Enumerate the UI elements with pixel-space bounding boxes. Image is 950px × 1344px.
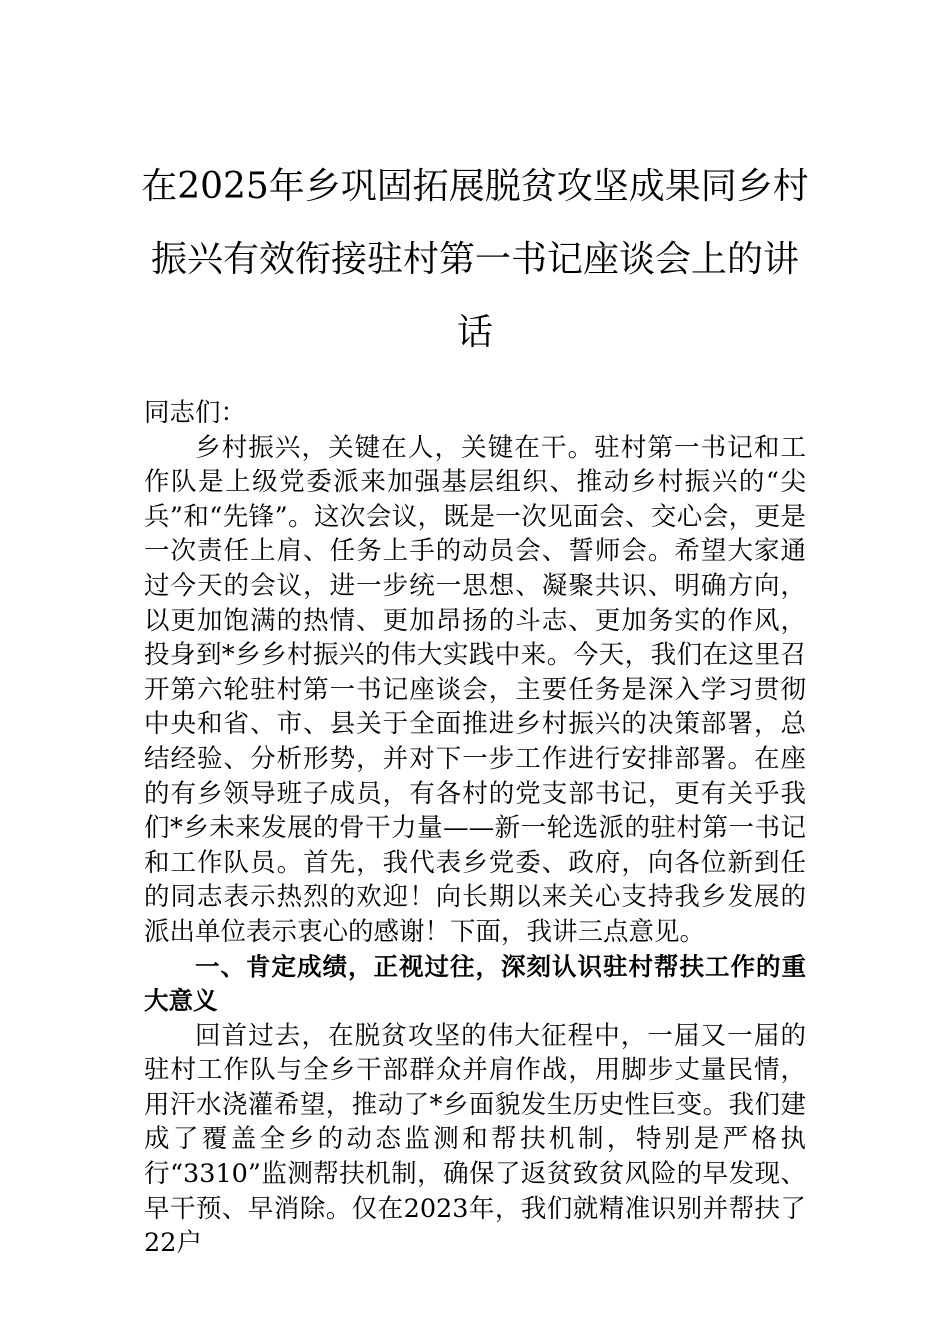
section-heading: 一、肯定成绩，正视过往，深刻认识驻村帮扶工作的重大意义 <box>144 951 806 1016</box>
section-paragraph: 回首过去，在脱贫攻坚的伟大征程中，一届又一届的驻村工作队与全乡干部群众并肩作战，用脚步丈量民情，用汗水浇灌希望，推动了*乡面貌发生历史性巨变。我们建成了覆盖全乡的动态监测和帮扶机制，特别是严格执行“3310”监测帮扶机制，确保了返贫致贫风险的早发现、早干预、早消除。仅在2023年，我们就精准识别并帮扶了22户 <box>144 1020 806 1259</box>
document-body <box>144 396 806 1261</box>
document-title: 在2025年乡巩固拓展脱贫攻坚成果同乡村振兴有效衔接驻村第一书记座谈会上的讲话 <box>141 166 809 353</box>
intro-paragraph: 乡村振兴，关键在人，关键在干。驻村第一书记和工作队是上级党委派来加强基层组织、推动乡村振兴的“尖兵”和“先锋”。这次会议，既是一次见面会、交心会，更是一次责任上肩、任务上手的动员会、誓师会。希望大家通过今天的会议，进一步统一思想、凝聚共识、明确方向，以更加饱满的热情、更加昂扬的斗志、更加务实的作风，投身到*乡乡村振兴的伟大实践中来。今天，我们在这里召开第六轮驻村第一书记座谈会，主要任务是深入学习贯彻中央和省、市、县关于全面推进乡村振兴的决策部署，总结经验、分析形势，并对下一步工作进行安排部署。在座的有乡领导班子成员，有各村的党支部书记，更有关乎我们*乡未来发展的骨干力量——新一轮选派的驻村第一书记和工作队员。首先，我代表乡党委、政府，向各位新到任的同志表示热烈的欢迎！向长期以来关心支持我乡发展的派出单位表示衷心的感谢！下面，我讲三点意见。 <box>144 432 806 947</box>
salutation: 同志们： <box>144 398 247 428</box>
